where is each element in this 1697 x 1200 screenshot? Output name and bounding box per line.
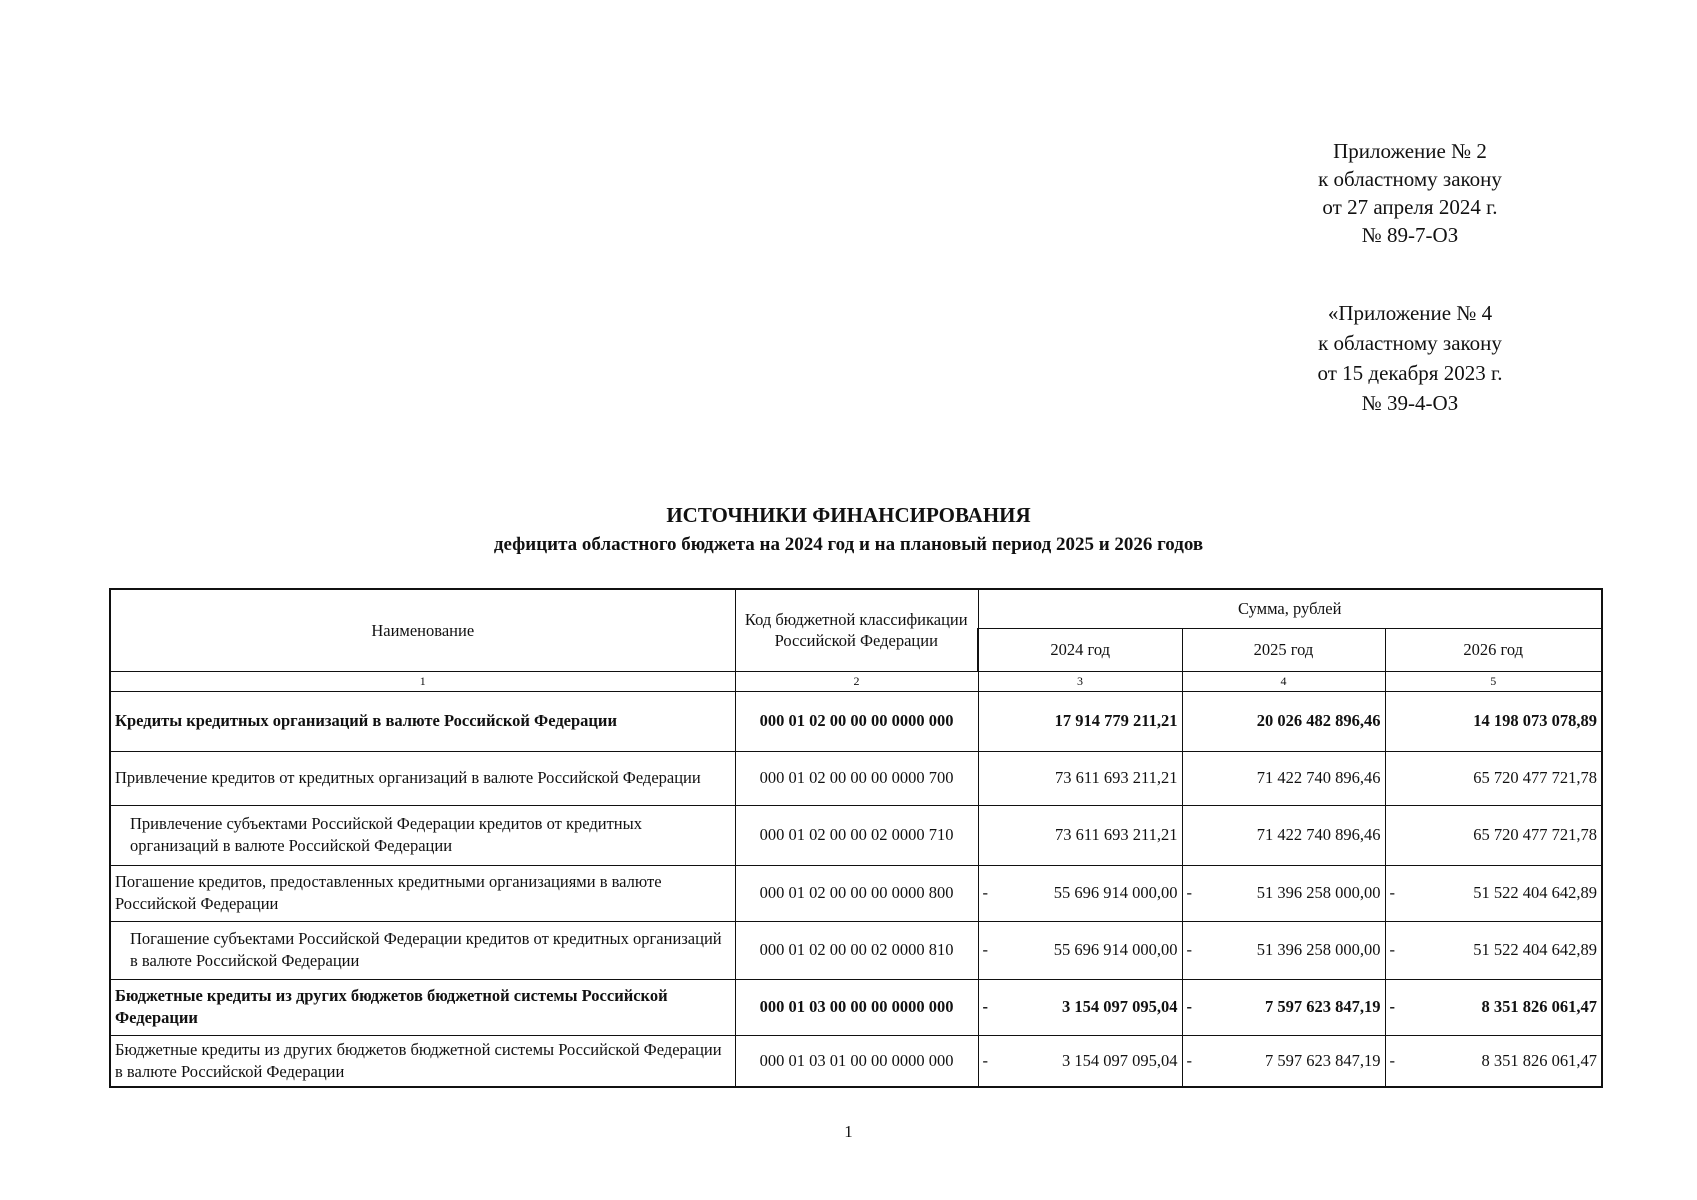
appendix-note-line: к областному закону: [1318, 167, 1502, 191]
amount-value: 8 351 826 061,47: [1481, 1050, 1597, 1070]
amount-value: 51 396 258 000,00: [1256, 883, 1381, 902]
row-amount: [1385, 751, 1602, 805]
amount-value: 3 154 097 095,04: [1062, 1050, 1178, 1070]
amount-sign: -: [1186, 940, 1192, 959]
row-name: Погашение кредитов, предоставленных кредитными организациями в валюте Российской Федерации: [110, 865, 735, 921]
amended-appendix-note: [1290, 298, 1530, 418]
amount-value: 51 522 404 642,89: [1473, 883, 1597, 902]
row-amount: [978, 691, 1182, 751]
row-amount: [978, 751, 1182, 805]
header-year-2026: 2026 год: [1385, 628, 1602, 671]
amount-value: 71 422 740 896,46: [1256, 768, 1381, 787]
column-number: 4: [1182, 671, 1385, 691]
row-amount: [1182, 865, 1385, 921]
amount-sign: -: [1389, 883, 1395, 902]
column-number: 3: [978, 671, 1182, 691]
row-code: 000 01 02 00 00 02 0000 810: [735, 921, 978, 979]
column-number-row: [110, 671, 1602, 691]
row-amount: [1385, 921, 1602, 979]
row-name: Бюджетные кредиты из других бюджетов бюджетной системы Российской Федерации в валюте Российской Федерации: [110, 1035, 735, 1087]
amount-value: 8 351 826 061,47: [1481, 997, 1597, 1016]
row-amount: [1182, 979, 1385, 1035]
amount-sign: -: [982, 940, 988, 959]
amended-note-line: от 15 декабря 2023 г.: [1317, 361, 1503, 385]
amount-value: 14 198 073 078,89: [1473, 711, 1597, 730]
amount-value: 51 396 258 000,00: [1256, 940, 1381, 959]
row-amount: [978, 921, 1182, 979]
row-name: Кредиты кредитных организаций в валюте Российской Федерации: [110, 691, 735, 751]
row-amount: [1182, 1035, 1385, 1087]
amount-value: 55 696 914 000,00: [1053, 883, 1178, 902]
table-body: [110, 691, 1602, 1087]
row-name: Бюджетные кредиты из других бюджетов бюджетной системы Российской Федерации: [110, 979, 735, 1035]
document-title: ИСТОЧНИКИ ФИНАНСИРОВАНИЯ: [666, 503, 1031, 527]
row-amount: [978, 805, 1182, 865]
table-row: [110, 921, 1602, 979]
amount-sign: -: [1186, 1050, 1192, 1070]
amended-note-line: к областному закону: [1318, 331, 1502, 355]
table-row: [110, 805, 1602, 865]
table-row: [110, 1035, 1602, 1087]
amount-value: 73 611 693 211,21: [1054, 768, 1178, 787]
appendix-note-line: Приложение № 2: [1333, 139, 1487, 163]
row-code: 000 01 02 00 00 00 0000 000: [735, 691, 978, 751]
row-name: Привлечение кредитов от кредитных организаций в валюте Российской Федерации: [110, 751, 735, 805]
amount-value: 51 522 404 642,89: [1473, 940, 1597, 959]
amended-note-line: № 39-4-ОЗ: [1361, 391, 1459, 415]
row-amount: [1182, 921, 1385, 979]
amount-value: 7 597 623 847,19: [1265, 997, 1381, 1016]
row-amount: [1385, 691, 1602, 751]
amount-value: 73 611 693 211,21: [1054, 825, 1178, 844]
table-row: [110, 751, 1602, 805]
row-name: Погашение субъектами Российской Федерации кредитов от кредитных организаций в валюте Российской Федерации: [110, 921, 735, 979]
row-amount: [1385, 1035, 1602, 1087]
financing-sources-table: [109, 588, 1603, 1088]
amount-sign: -: [982, 1050, 988, 1070]
row-amount: [978, 1035, 1182, 1087]
table-row: [110, 691, 1602, 751]
document-subtitle: дефицита областного бюджета на 2024 год и на плановый период 2025 и 2026 годов: [493, 534, 1204, 555]
amount-value: 65 720 477 721,78: [1473, 825, 1597, 844]
row-name: Привлечение субъектами Российской Федерации кредитов от кредитных организаций в валюте Российской Федерации: [110, 805, 735, 865]
header-year-2024: 2024 год: [978, 628, 1182, 671]
amount-value: 3 154 097 095,04: [1062, 997, 1178, 1016]
row-code: 000 01 02 00 00 00 0000 700: [735, 751, 978, 805]
table-row: [110, 979, 1602, 1035]
amount-value: 7 597 623 847,19: [1265, 1050, 1381, 1070]
amount-value: 65 720 477 721,78: [1473, 768, 1597, 787]
header-year-2025: 2025 год: [1182, 628, 1385, 671]
column-number: 2: [735, 671, 978, 691]
amount-value: 20 026 482 896,46: [1256, 711, 1381, 730]
row-code: 000 01 03 01 00 00 0000 000: [735, 1035, 978, 1087]
amount-value: 17 914 779 211,21: [1054, 711, 1178, 730]
amount-sign: -: [982, 997, 988, 1016]
amount-sign: -: [1186, 997, 1192, 1016]
appendix-note-line: от 27 апреля 2024 г.: [1322, 195, 1498, 219]
row-code: 000 01 02 00 00 02 0000 710: [735, 805, 978, 865]
header-sum: Сумма, рублей: [978, 589, 1602, 628]
amount-sign: -: [1389, 1050, 1395, 1070]
amount-value: 55 696 914 000,00: [1053, 940, 1178, 959]
row-code: 000 01 02 00 00 00 0000 800: [735, 865, 978, 921]
amount-sign: -: [982, 883, 988, 902]
page-number: 1: [844, 1122, 853, 1141]
table-row: [110, 865, 1602, 921]
row-amount: [1385, 865, 1602, 921]
header-code: Код бюджетной классификации Российской Федерации: [735, 589, 978, 671]
appendix-note: [1290, 137, 1530, 249]
row-code: 000 01 03 00 00 00 0000 000: [735, 979, 978, 1035]
amount-sign: -: [1186, 883, 1192, 902]
amount-value: 71 422 740 896,46: [1256, 825, 1381, 844]
row-amount: [1182, 805, 1385, 865]
row-amount: [978, 865, 1182, 921]
row-amount: [1385, 805, 1602, 865]
row-amount: [1182, 751, 1385, 805]
amount-sign: -: [1389, 940, 1395, 959]
row-amount: [1182, 691, 1385, 751]
amount-sign: -: [1389, 997, 1395, 1016]
amended-note-line: «Приложение № 4: [1327, 301, 1493, 325]
appendix-note-line: № 89-7-ОЗ: [1361, 223, 1459, 247]
column-number: 1: [110, 671, 735, 691]
header-name: Наименование: [110, 589, 735, 671]
row-amount: [1385, 979, 1602, 1035]
column-number: 5: [1385, 671, 1602, 691]
row-amount: [978, 979, 1182, 1035]
